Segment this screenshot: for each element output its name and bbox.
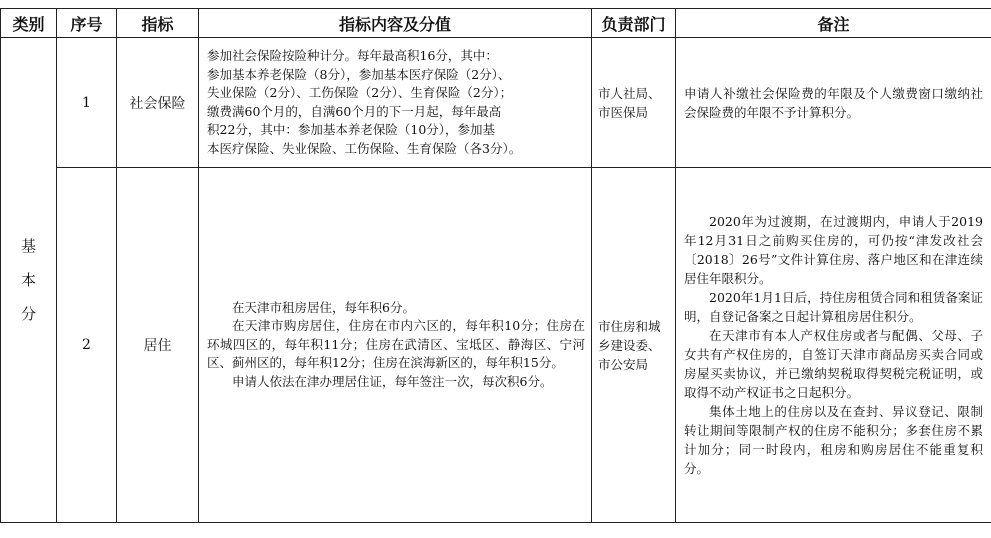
seq-cell: 1 (57, 38, 117, 168)
note-paragraph: 集体土地上的住房以及在查封、异议登记、限制转让期间等限制产权的住房不能积分；多套住房不累计加分；同一时段内，租房和购房居住不能重复积分。 (684, 404, 983, 476)
header-indicator: 指标 (117, 9, 199, 38)
note-paragraph: 在天津市有本人产权住房或者与配偶、父母、子女共有产权住房的，自签订天津市商品房买卖合同或房屋买卖协议，并已缴纳契税取得契税完税证明，或取得不动产权证书之日起积分。 (684, 328, 983, 400)
category-cell (1, 38, 57, 523)
seq-cell: 2 (57, 168, 117, 523)
header-dept: 负责部门 (592, 9, 676, 38)
category-label: 基本分 (20, 237, 36, 323)
note-paragraph: 2020年为过渡期，在过渡期内，申请人于2019年12月31日之前购买住房的，可仍按“津发改社会〔2018〕26号”文件计算住房、落户地区和在津连续居住年限积分。 (684, 214, 983, 286)
content-line: 积22分，其中：参加基本养老保险（10分），参加基 (207, 122, 496, 137)
top-border-fragment (596, 0, 676, 6)
note-paragraph: 2020年1月1日后，持住房租赁合同和租赁备案证明，自登记备案之日起计算租房居住积分。 (684, 290, 983, 324)
content-paragraph: 申请人依法在津办理居住证，每年签注一次，每次积6分。 (232, 373, 553, 389)
table-row (1, 38, 991, 168)
content-cell (199, 168, 592, 523)
content-line: 参加社会保险按险种计分。每年最高积16分，其中： (207, 48, 498, 63)
table-row (1, 168, 991, 523)
content-paragraph: 在天津市购房居住，住房在市内六区的，每年积10分；住房在环城四区的，每年积11分；住房在武清区、宝坻区、静海区、宁河区、蓟州区的，每年积12分；住房在滨海新区的，每年积15分。 (207, 318, 585, 371)
note-cell (676, 168, 991, 523)
note-cell: 申请人补缴社会保险费的年限及个人缴费窗口缴纳社会保险费的年限不予计算积分。 (676, 38, 991, 168)
content-line: 失业保险（2分）、工伤保险（2分）、生育保险（2分）； (207, 85, 513, 100)
points-table (0, 8, 991, 523)
content-line: 本医疗保险、失业保险、工伤保险、生育保险（各3分）。 (207, 140, 522, 156)
content-line: 参加基本养老保险（8分），参加基本医疗保险（2分）、 (207, 66, 511, 82)
indicator-cell: 居住 (117, 168, 199, 523)
content-cell (199, 38, 592, 168)
header-note: 备注 (676, 9, 991, 38)
header-seq: 序号 (57, 9, 117, 38)
header-row (1, 9, 991, 38)
dept-cell: 市人社局、市医保局 (592, 38, 676, 168)
dept-cell: 市住房和城乡建设委、市公安局 (592, 168, 676, 523)
header-content: 指标内容及分值 (199, 9, 592, 38)
content-paragraph: 在天津市租房居住，每年积6分。 (232, 299, 415, 315)
indicator-cell: 社会保险 (117, 38, 199, 168)
header-category: 类别 (1, 9, 57, 38)
content-line: 缴费满60个月的，自满60个月的下一月起，每年最高 (207, 103, 502, 119)
